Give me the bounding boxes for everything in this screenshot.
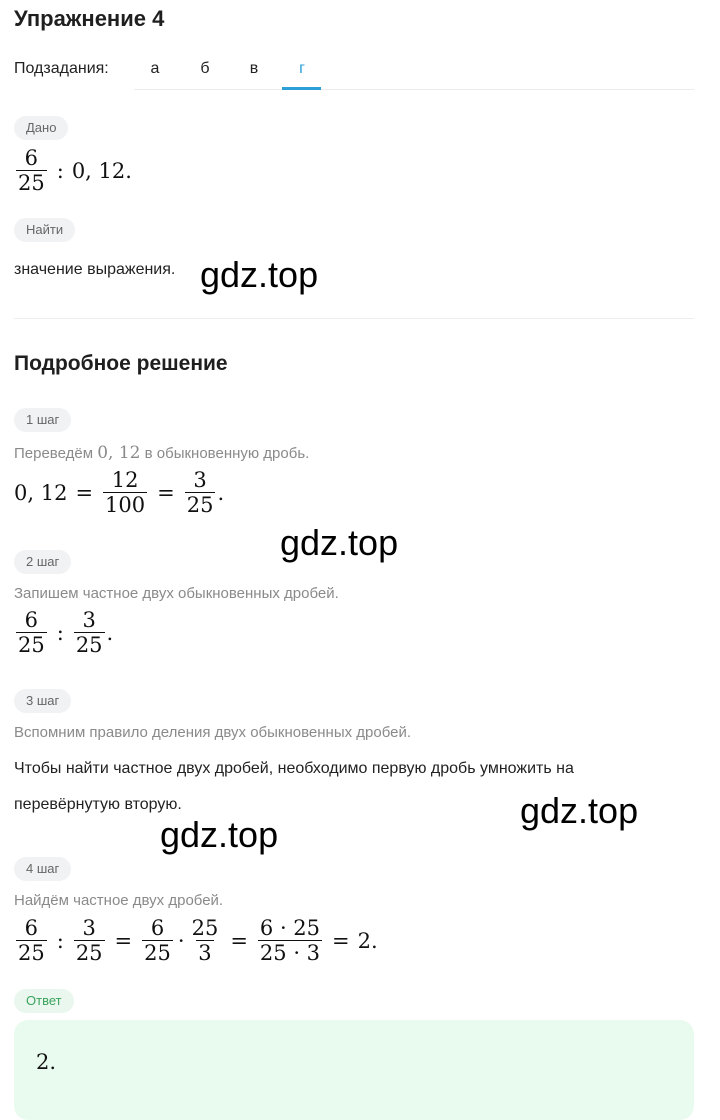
step2-badge: 2 шаг <box>14 550 71 574</box>
step2-end: . <box>106 620 114 645</box>
step3-rule-line1: Чтобы найти частное двух дробей, необходимо первую дробь умножить на <box>14 760 574 777</box>
watermark: gdz.top <box>200 254 319 295</box>
step2-expression <box>14 608 113 657</box>
step4-fraction-b <box>74 916 105 965</box>
step4-fraction-d <box>190 916 221 965</box>
solution-title: Подробное решение <box>14 352 228 375</box>
step1-f2-num: 3 <box>193 468 207 492</box>
step2-op: : <box>56 620 64 645</box>
given-badge: Дано <box>14 116 68 140</box>
active-tab-indicator <box>282 87 321 90</box>
given-fraction-den: 25 <box>18 171 45 195</box>
given-op: : <box>56 158 64 183</box>
step1-hint-a: Переведём <box>14 445 98 462</box>
page-title: Упражнение 4 <box>14 6 165 31</box>
step4-e-num: 6 · 25 <box>259 916 321 940</box>
tab-v[interactable]: в <box>249 60 259 77</box>
step1-end: . <box>217 480 225 505</box>
step3-rule-line2: перевёрнутую вторую. <box>14 796 182 813</box>
answer-badge: Ответ <box>14 989 74 1013</box>
watermark: gdz.top <box>280 522 399 563</box>
step4-hint: Найдём частное двух дробей. <box>14 892 224 909</box>
tab-b[interactable]: б <box>200 60 210 77</box>
step4-fraction-a <box>16 916 47 965</box>
step4-fraction-e <box>258 916 322 965</box>
step2-f2-den: 25 <box>75 633 103 657</box>
step4-b-den: 25 <box>75 941 103 965</box>
tab-g[interactable]: г <box>299 60 305 77</box>
given-rhs: 0, 12. <box>71 158 132 183</box>
step4-eq3: = <box>332 928 350 953</box>
watermark: gdz.top <box>160 814 279 855</box>
step2-hint: Запишем частное двух обыкновенных дробей. <box>14 585 339 602</box>
answer-box <box>14 1020 694 1120</box>
step1-eq2: = <box>157 480 175 505</box>
step4-a-num: 6 <box>24 916 39 940</box>
find-text: значение выражения. <box>14 261 176 278</box>
given-fraction <box>16 146 47 195</box>
step1-hint-num: 0, 12 <box>97 443 141 463</box>
step2-fraction1 <box>16 608 47 657</box>
step4-c-num: 6 <box>150 916 165 940</box>
step4-eq2: = <box>230 928 248 953</box>
step4-d-num: 25 <box>191 916 219 940</box>
step1-fraction2 <box>185 468 216 517</box>
step2-f1-den: 25 <box>18 633 45 657</box>
step2-f2-num: 3 <box>82 608 96 632</box>
step4-a-den: 25 <box>18 941 45 965</box>
find-badge: Найти <box>14 218 75 242</box>
step4-dot: · <box>177 928 185 953</box>
answer-value: 2. <box>36 1050 57 1074</box>
step4-op: : <box>56 928 64 953</box>
step1-f2-den: 25 <box>186 493 214 517</box>
step1-hint-b: в обыкновенную дробь. <box>140 445 310 462</box>
tab-a[interactable]: а <box>150 60 160 77</box>
step3-badge: 3 шаг <box>14 689 71 713</box>
given-fraction-num: 6 <box>24 146 39 170</box>
step4-badge: 4 шаг <box>14 857 71 881</box>
subtasks-label: Подзадания: <box>14 60 109 77</box>
step4-d-den: 3 <box>198 941 212 965</box>
step4-expression <box>14 916 378 965</box>
given-expression <box>14 146 132 195</box>
step3-hint: Вспомним правило деления двух обыкновенных дробей. <box>14 724 412 741</box>
step4-c-den: 25 <box>144 941 171 965</box>
step2-fraction2 <box>74 608 105 657</box>
step1-lhs: 0, 12 <box>14 480 68 505</box>
section-divider <box>14 318 694 319</box>
step1-f1-den: 100 <box>105 493 146 517</box>
tabs-divider <box>134 89 694 90</box>
step1-fraction1 <box>103 468 147 517</box>
step1-badge: 1 шаг <box>14 408 71 432</box>
step1-expression <box>14 468 224 517</box>
step4-fraction-c <box>142 916 173 965</box>
step1-hint <box>14 443 309 463</box>
step1-f1-num: 12 <box>111 468 139 492</box>
step4-b-num: 3 <box>82 916 96 940</box>
step1-eq1: = <box>75 480 94 505</box>
step4-e-den: 25 · 3 <box>259 941 321 965</box>
step2-f1-num: 6 <box>24 608 39 632</box>
step4-result: 2. <box>357 928 378 953</box>
step4-eq1: = <box>114 928 133 953</box>
watermark: gdz.top <box>520 790 639 831</box>
